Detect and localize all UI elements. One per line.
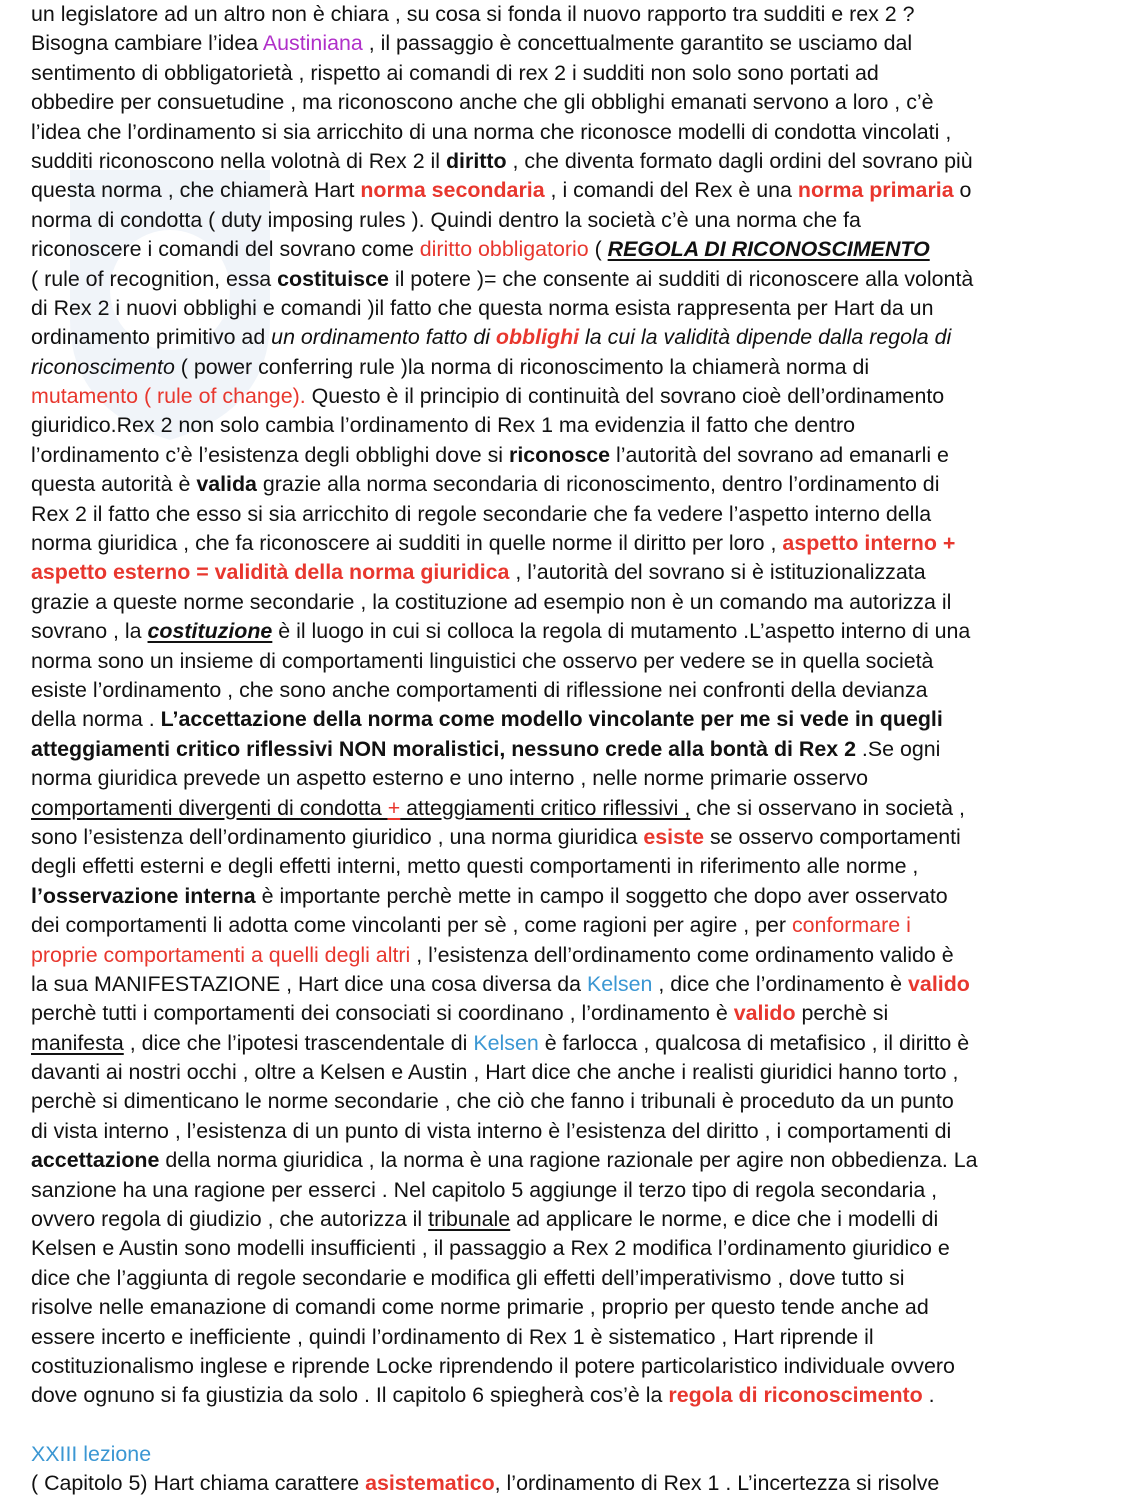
document-line <box>31 176 1131 205</box>
paragraph-gap <box>31 1411 1131 1440</box>
text-span: grazie a queste norme secondarie , la costituzione ad esempio non è un comando ma autorizza il <box>31 589 952 614</box>
text-span: , che diventa formato dagli ordini del sovrano più <box>506 148 973 173</box>
text-span: obbedire per consuetudine , ma riconoscono anche che gli obblighi emanati servono a loro , c’è <box>31 90 934 115</box>
document-line <box>31 852 1131 881</box>
document-line <box>31 588 1131 617</box>
text-span: la cui la validità dipende dalla regola di <box>579 325 952 350</box>
text-span: dove ognuno si fa giustizia da solo . Il capitolo 6 spiegherà cos’è la <box>31 1383 669 1408</box>
document-line <box>31 1469 1131 1498</box>
text-span: della norma . <box>31 707 161 732</box>
text-span: Kelsen e Austin sono modelli insufficienti , il passaggio a Rex 2 modifica l’ordinamento giuridico e <box>31 1236 950 1261</box>
document-line <box>31 882 1131 911</box>
text-span: è il luogo in cui si colloca la regola di mutamento .L’aspetto interno di una <box>272 619 971 644</box>
text-span: riconoscere i comandi del sovrano come <box>31 237 420 262</box>
text-span: risolve nelle emanazione di comandi come norme primarie , proprio per questo tende anche ad <box>31 1295 929 1320</box>
text-span: esiste l’ordinamento , che sono anche comportamenti di riflessione nei confronti della devianza <box>31 677 928 702</box>
text-span: norma sono un insieme di comportamenti linguistici che osservo per vedere se in quella società <box>31 648 934 673</box>
text-span: dice che l’aggiunta di regole secondarie e modifica gli effetti dell’imperativismo , dove tutto si <box>31 1265 905 1290</box>
text-span: Kelsen <box>586 971 653 996</box>
text-span: questa norma , che chiamerà Hart <box>31 178 361 203</box>
document-line <box>31 764 1131 793</box>
document-line <box>31 294 1131 323</box>
text-span: , l’ordinamento di Rex 1 . L’incertezza si risolve <box>494 1471 940 1496</box>
document-line <box>31 617 1131 646</box>
document-line <box>31 147 1131 176</box>
text-span: l’autorità del sovrano ad emanarli e <box>610 442 949 467</box>
text-span: un ordinamento fatto di <box>271 325 496 350</box>
text-span: valido <box>908 971 970 996</box>
document-line <box>31 1146 1131 1175</box>
document-line <box>31 0 1131 29</box>
text-span: aspetto esterno = validità della norma giuridica <box>31 560 510 585</box>
text-span: giuridico.Rex 2 non solo cambia l’ordinamento di Rex 1 ma evidenzia il fatto che dentro <box>31 413 855 438</box>
document-line <box>31 705 1131 734</box>
document-line <box>31 353 1131 382</box>
text-span: diritto <box>445 148 507 173</box>
document-line <box>31 823 1131 852</box>
document-line <box>31 1293 1131 1322</box>
text-span: riconosce <box>509 442 611 467</box>
document-line <box>31 206 1131 235</box>
text-span: essere incerto e inefficiente , quindi l’ordinamento di Rex 1 è sistematico , Hart riprende il <box>31 1324 874 1349</box>
text-span: tribunale <box>428 1207 511 1232</box>
document-line <box>31 470 1131 499</box>
document-line <box>31 1087 1131 1116</box>
text-span: regola di riconoscimento <box>668 1383 923 1408</box>
text-span: sovrano , la <box>31 619 148 644</box>
text-span: norma primaria <box>797 178 954 203</box>
text-span: comportamenti divergenti di condotta <box>31 795 388 820</box>
text-span: Bisogna cambiare l’idea <box>31 31 263 56</box>
document-line <box>31 1117 1131 1146</box>
text-span: esiste <box>643 824 705 849</box>
document-line <box>31 558 1131 587</box>
text-span: Questo è il principio di continuità del sovrano cioè dell’ordinamento <box>305 384 945 409</box>
text-span: sentimento di obbligatorietà , rispetto ai comandi di rex 2 i sudditi non solo sono portati ad <box>31 60 879 85</box>
document-line <box>31 1058 1131 1087</box>
text-span: Kelsen <box>473 1030 539 1055</box>
text-span: l’ordinamento c’è l’esistenza degli obblighi dove si <box>31 442 509 467</box>
document-line <box>31 59 1131 88</box>
text-span: atteggiamenti critico riflessivi , <box>400 795 691 820</box>
document-line <box>31 411 1131 440</box>
text-span: , dice che l’ordinamento è <box>652 971 909 996</box>
text-span: .Se ogni <box>855 736 941 761</box>
document-line <box>31 1264 1131 1293</box>
document-line <box>31 941 1131 970</box>
text-span: L’accettazione della norma come modello vincolante per me si vede in quegli <box>160 707 943 732</box>
text-span: di Rex 2 i nuovi obblighi e comandi )il fatto che questa norma esista rappresenta per Hart da un <box>31 295 934 320</box>
text-span: manifesta <box>31 1030 124 1055</box>
text-span: aspetto interno + <box>782 531 956 556</box>
text-span: conformare i <box>791 913 911 938</box>
document-line <box>31 1029 1131 1058</box>
text-span: ( Capitolo 5) Hart chiama carattere <box>31 1471 366 1496</box>
document-line <box>31 1323 1131 1352</box>
text-span: la sua MANIFESTAZIONE , Hart dice una cosa diversa da <box>31 971 587 996</box>
text-span: un legislatore ad un altro non è chiara , su cosa si fonda il nuovo rapporto tra sudditi e rex 2 ? <box>31 2 915 26</box>
text-span: norma secondaria <box>360 178 545 203</box>
text-span: mutamento ( rule of change). <box>31 384 306 409</box>
text-span: , l’autorità del sovrano si è istituzionalizzata <box>509 560 926 585</box>
document-line <box>31 265 1131 294</box>
text-span: norma giuridica , che fa riconoscere ai sudditi in quelle norme il diritto per loro , <box>31 531 783 556</box>
text-span: . <box>922 1383 935 1408</box>
text-span: o <box>953 178 972 203</box>
document-line <box>31 1205 1131 1234</box>
text-span: costituisce <box>277 266 389 291</box>
text-span: costituzione <box>147 619 273 644</box>
document-line <box>31 970 1131 999</box>
text-span: ad applicare le norme, e dice che i modelli di <box>510 1207 939 1232</box>
text-span: perchè si <box>795 1001 889 1026</box>
text-span: valida <box>196 472 257 497</box>
text-span: che si osservano in società , <box>690 795 965 820</box>
text-span: REGOLA DI RICONOSCIMENTO <box>607 237 930 262</box>
text-span: asistematico <box>365 1471 495 1496</box>
text-span: costituzionalismo inglese e riprende Locke riprendendo il potere particolaristico individuale ovvero <box>31 1353 955 1378</box>
lesson-heading: XXIII lezione <box>31 1441 152 1466</box>
document-line <box>31 911 1131 940</box>
text-span: , dice che l’ipotesi trascendentale di <box>123 1030 474 1055</box>
document-line <box>31 382 1131 411</box>
text-span: riconoscimento <box>31 354 175 379</box>
text-span: se osservo comportamenti <box>704 824 961 849</box>
document-line <box>31 88 1131 117</box>
text-span: ovvero regola di giudizio , che autorizza il <box>31 1207 429 1232</box>
document-body <box>31 0 1131 1411</box>
document-line <box>31 999 1131 1028</box>
document-line <box>31 676 1131 705</box>
text-span: ( power conferring rule )la norma di riconoscimento la chiamerà norma di <box>174 354 870 379</box>
text-span: ( <box>588 237 608 262</box>
text-span: questa autorità è <box>31 472 197 497</box>
text-span: , il passaggio è concettualmente garantito se usciamo dal <box>362 31 913 56</box>
text-span: Austiniana <box>262 31 363 56</box>
text-span: + <box>387 795 401 820</box>
document-page <box>31 0 1131 1499</box>
text-span: sudditi riconoscono nella volotnà di Rex 2 il <box>31 148 446 173</box>
text-span: sanzione ha una ragione per esserci . Nel capitolo 5 aggiunge il terzo tipo di regola secondaria , <box>31 1177 938 1202</box>
text-span: obblighi <box>495 325 580 350</box>
document-line <box>31 118 1131 147</box>
text-span: grazie alla norma secondaria di riconoscimento, dentro l’ordinamento di <box>256 472 940 497</box>
text-span: atteggiamenti critico riflessivi NON moralistici, nessuno crede alla bontà di Rex 2 <box>31 736 856 761</box>
text-span: l’idea che l’ordinamento si sia arricchito di una norma che riconosce modelli di condotta vincolati , <box>31 119 952 144</box>
text-span: accettazione <box>31 1148 160 1173</box>
text-span: davanti ai nostri occhi , oltre a Kelsen e Austin , Hart dice che anche i realisti giuridici hanno torto , <box>31 1060 959 1085</box>
text-span: perchè tutti i comportamenti dei consociati si coordinano , l’ordinamento è <box>31 1001 734 1026</box>
text-span: degli effetti esterni e degli effetti interni, metto questi comportamenti in riferimento alle norme , <box>31 854 919 879</box>
text-span: norma di condotta ( duty imposing rules ). Quindi dentro la società c’è una norma che fa <box>31 207 861 232</box>
document-line <box>31 1176 1131 1205</box>
document-line <box>31 529 1131 558</box>
text-span: ( rule of recognition, essa <box>31 266 278 291</box>
text-span: , l’esistenza dell’ordinamento come ordinamento valido è <box>410 942 954 967</box>
document-line <box>31 500 1131 529</box>
text-span: proprie comportamenti a quelli degli altri <box>31 942 411 967</box>
document-line <box>31 794 1131 823</box>
text-span: sono l’esistenza dell’ordinamento giuridico , una norma giuridica <box>31 824 644 849</box>
document-line <box>31 235 1131 264</box>
text-span: dei comportamenti li adotta come vincolanti per sè , come ragioni per agire , per <box>31 913 792 938</box>
document-line <box>31 647 1131 676</box>
text-span: Rex 2 il fatto che esso si sia arricchito di regole secondarie che fa vedere l’aspetto interno della <box>31 501 932 526</box>
document-line <box>31 29 1131 58</box>
text-span: è farlocca , qualcosa di metafisico , il diritto è <box>538 1030 970 1055</box>
text-span: il potere )= che consente ai sudditi di riconoscere alla volontà <box>388 266 974 291</box>
document-line <box>31 1352 1131 1381</box>
text-span: l’osservazione interna <box>31 883 256 908</box>
text-span: diritto obbligatorio <box>419 237 589 262</box>
text-span: valido <box>733 1001 796 1026</box>
text-span: , i comandi del Rex è una <box>544 178 798 203</box>
text-span: è importante perchè mette in campo il soggetto che dopo aver osservato <box>255 883 948 908</box>
document-line <box>31 735 1131 764</box>
text-span: norma giuridica prevede un aspetto esterno e uno interno , nelle norme primarie osservo <box>31 766 869 791</box>
document-line <box>31 1234 1131 1263</box>
text-span: della norma giuridica , la norma è una ragione razionale per agire non obbedienza. La <box>159 1148 978 1173</box>
document-line <box>31 1381 1131 1410</box>
text-span: perchè si dimenticano le norme secondarie , che ciò che fanno i tribunali è proceduto da un punto <box>31 1089 954 1114</box>
text-span: ordinamento primitivo ad <box>31 325 272 350</box>
document-line <box>31 323 1131 352</box>
text-span: di vista interno , l’esistenza di un punto di vista interno è l’esistenza del diritto , i comportamenti di <box>31 1118 952 1143</box>
document-line <box>31 441 1131 470</box>
